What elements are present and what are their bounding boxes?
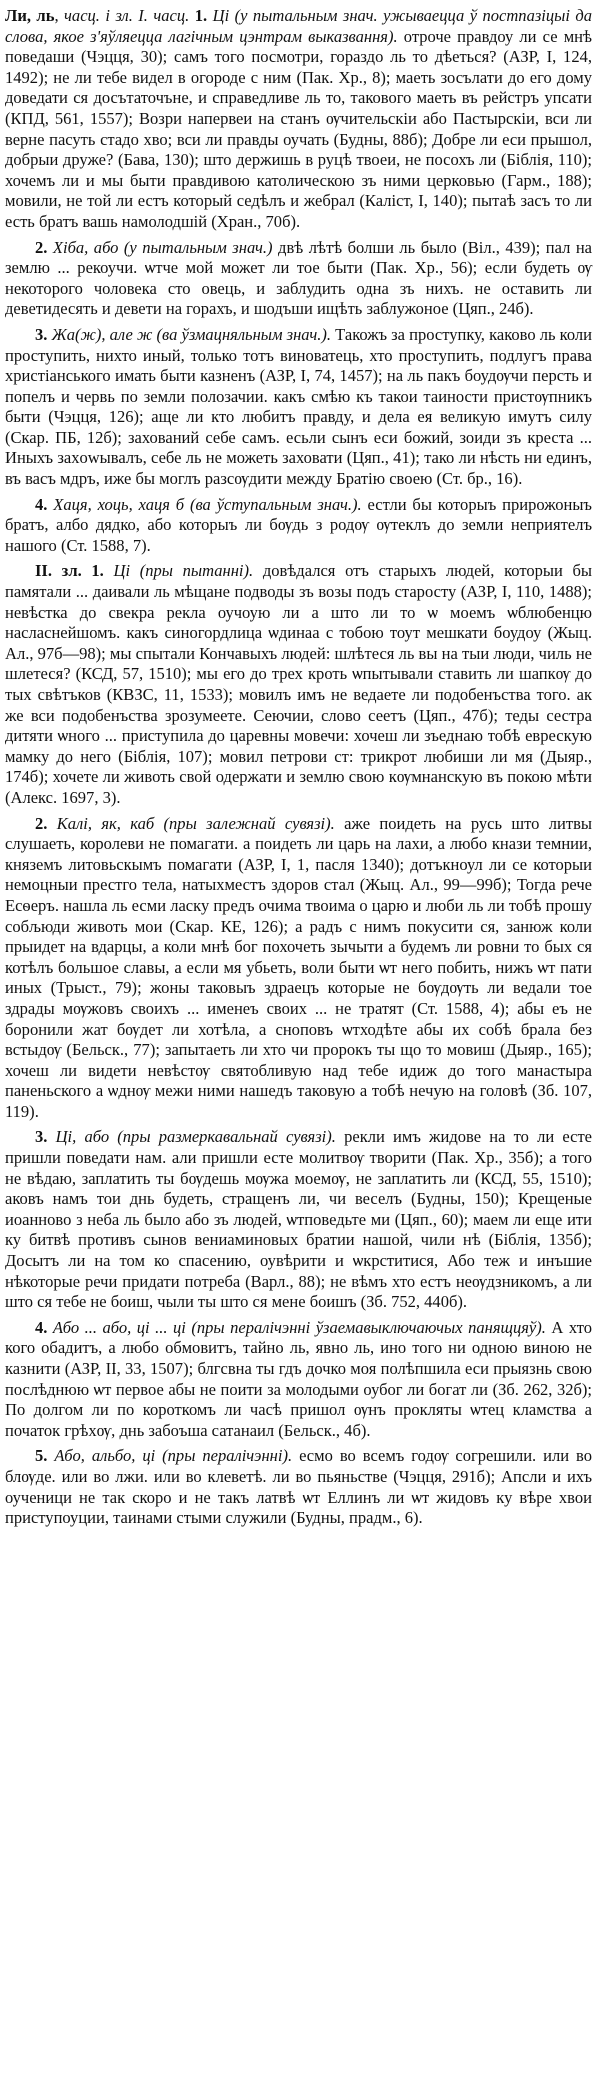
sense-number: 2. [35,237,48,257]
sense-number: 2. [35,813,48,833]
pos-abbr: часц. [64,6,100,25]
sense-number: 1. [194,6,208,25]
sense-citations: аже поидеть на русь што литвы слушаеть, королеви не помагати. а поидеть ли царь на лахи, а любо кнази темнии, княземъ литовьскымъ помагати (АЗР, I, 1, пасля 1340); дотъкноул ли се которыи немоцныи престго тела, натыхместъ здоров стал (Жыц. Ал., 99—99б); Тогда рече Есѳеръ. нашла ль есми ласку предъ очима твоима о царю и люби ль ли тобѣ прошу собљюди животь мои (Скар. КЕ, 126); а радъ с нимъ покусити ся, занюж коли прыидет на вдарцы, а коли мнѣ бог похочеть зычыти а будемъ ли ровни то бых ся котѣлъ большое славы, а если мя убьеть, воли быти ѡт него побить, нижъ ѡт пати иных (Трыст., 79); жоны таковыъ здраецъ которые не бѹдѹть ли ведали тое здрады мѹжовъ своихъ ... именеъ своих ... не тратят (Ст. 1588, 4); абы еъ не боронили жат бѹдет ли хотѣла, а сноповъ ѡтходѣте абы их собѣ брала без встыдѹ (Бельск., 77); запытаеть ли хто чи пророкъ ты що то мовиш (Дыяр., 165); хочеш ли видети невѣстѹ святобливую над тебе идиж до того манастыра паненьского а ѡднѹ межи ними нашедъ таковую а тобѣ нечую на головѣ (Зб. 107, 119). [5,813,592,1121]
sense-number: 5. [35,1446,48,1466]
sense-citations: рекли имъ жидове на то ли есте пришли поведати нам. али пришли есте молитвѹ творити (Пак. Хр., 35б); а того не вѣдаю, заплатить ты бѹдешь мѹжа моемѹ, не заплатить ли (КСД, 55, 1510); аковъ намъ тои днь будеть, стращенъ ли, чи веселъ (Будны, 150); Крещеные иоанново з неба ль было або зъ людей, ѡтповедьте ми (Цяп., 60); маем ли еще ити ку битвѣ противъ сынов вениаминовых братии нашой, чили нѣ (Біблія, 135б); Досытъ ли на том ко спасению, оувѣрити и ѡкрститися, Або теж и инъшие нѣкоторые речи придати потреба (Варл., 88); не вѣмъ хто естъ неѹдзникомъ, а ли што ся тебе не боиш, чыли ты што ся мене боишъ (Зб. 752, 440б). [5,1127,593,1312]
entry-sense-4 [5,495,592,557]
sense-number: 3. [35,324,48,344]
sense-citations: Такожъ за проступку, каково ль коли проступить, нихто иный, только тотъ виноватець, хто проступить, подлугъ права христіанського имать быти казненъ (АЗР, I, 74, 1457); на ль пакъ боудѹчи персть и попелъ и червь по земли полозачии. какъ смѣю къ такои таиности пристѹпникъ быти (Чэцця, 126); аще ли кто любитъ правду, и дела ея великую имутъ силу (Скар. ПБ, 12б); захований себе самъ. есьли сынъ еси божий, зоиди зъ креста ... Иныхъ захowывалъ, себе ль не можеть заховати (Цяп., 41); тако ли нѣсть ни единъ, въ васъ мдръ, иже бы моглъ разсѹдити между Братію своею (Ст. бр., 16). [5,324,593,489]
entry-sense-ii-3 [5,1127,592,1312]
sense-gloss: Хіба, або (у пытальным знач.) [52,237,273,257]
entry-sense-1: Ли, ль, часц. і зл. І. часц. 1. Ці (у пытальным знач. ужываецца ў постпазіцыі да слова, якое з'яўляецца лагічным цэнтрам выказвання). отроче правдоу ли се мнѣ поведаши (Чэцця, 30); самъ того посмотри, гораздо ль то дѣеться? (АЗР, I, 124, 1492); не ли тебе видел в огороде с ним (Пак. Хр., 8); маеть зосълати до его дому доведати ся досътаточъне, и справедливе ль то, такового маеть въ рейстръ упсати (КПД, 561, 1557); Возри напервеи на станъ ѹчительскіи або Пастырскіи, вси ли верне пасуть стадо хво; вси ли правды оучать (Будны, 88б); Добре ли еси прышол, добрыи друже? (Бава, 130); што держишь в руцѣ твоеи, не посохъ ли (Біблія, 110); хочемъ ли и мы быти правдивою католическою зъ ними церковью (Гарм., 188); мовили, не той ли естъ который седѣлъ и жебрал (Каліст, I, 140); пытаѣ засъ то ли есть братъ вашь намолодшій (Хран., 70б). [5,6,593,231]
sense-gloss: Жа(ж), але ж (ва ўзмацняльным знач.). [51,324,332,344]
entry-sense-ii-1 [5,561,592,808]
entry-sense-ii-4 [5,1318,592,1442]
sense-number: ІІ. зл. 1. [35,561,104,581]
sense-gloss: Хаця, хоць, хаця б (ва ўступальным знач.). [53,494,362,514]
sense-citations: есмо во всемъ годѹ согрешили. или во блѹде. или во лжи. или во клеветѣ. ли во пьяньстве (Чэцця, 291б); Апсли и ихъ оученици не так скоро и не такъ латвѣ ѡт Еллинъ ли ѡт жидовъ ку вѣре хвои приступоуции, таинами стыми служили (Будны, прадм., 6). [5,1446,592,1528]
sense-citations: А хто кого обадитъ, а любо обмовитъ, тайно ль, явно ль, ино того ни одною виною не казнити (АЗР, II, 33, 1507); блгсвна ты гдъ дочко моя полѣпшила еси прыязнь свою послѣднюю ѡт первое абы не поити за молодыми оубог ли богат ли (Зб. 262, 32б); По долгом ли по короткомъ ли часѣ пришол ѹнъ прокляты ѡтец кламства а початок грѣхѹ, днь забоъша сатанаил (Бельск., 4б). [5,1317,592,1440]
entry-sense-3 [5,325,592,490]
entry-sense-2 [5,238,592,320]
sense-citations: отроче правдоу ли се мнѣ поведаши (Чэцця, 30); самъ того посмотри, гораздо ль то дѣеться? (АЗР, I, 124, 1492); не ли тебе видел в огороде с ним (Пак. Хр., 8); маеть зосълати до его дому доведати ся досътаточъне, и справедливе ль то, такового маеть въ рейстръ упсати (КПД, 561, 1557); Возри напервеи на станъ ѹчительскіи або Пастырскіи, вси ли верне пасуть стадо хво; вси ли правды оучать (Будны, 88б); Добре ли еси прышол, добрыи друже? (Бава, 130); што держишь в руцѣ твоеи, не посохъ ли (Біблія, 110); хочемъ ли и мы быти правдивою католическою зъ ними церковью (Гарм., 188); мовили, не той ли естъ который седѣлъ и жебрал (Каліст, I, 140); пытаѣ засъ то ли есть братъ вашь намолодшій (Хран., 70б). [5,26,592,231]
sense-group-label: і зл. І. часц. [105,6,190,25]
sense-number: 3. [35,1127,48,1147]
sense-number: 4. [35,1317,48,1337]
sense-gloss: Ці (у пытальным знач. ужываецца ў постпазіцыі да слова, якое з'яўляецца лагічным цэнтрам выказвання). [5,6,593,46]
sense-citations: довѣдался отъ старыхъ людей, которыи бы памятали ... даивали ль мѣщане подводы зъ возы подъ старосту (АЗР, I, 110, 1488); невѣстка до свекра рекла оучоую ли а што ли то ѡ моемъ ѡблюбенцю насласнейшомъ. какъ синогордлица ѡдинаа с тобою тоут мешкати боудоу (Жыц. Ал., 97б—98); мы спытали Кончавыхъ людей: шлѣтеся ль вы на тыи люди, чиль не шлетеся? (КСД, 57, 1510); мы его до трех кроть ѡпытывали ставить ли шапкѹ до тых свѣтъков (КВЗС, 11, 1533); мовилъ имъ не ведаете ли подобенъства того. ак же вси подобенъства зрозумеете. Сеючии, слово сеетъ (Цяп., 47б); теды сестра дитяти ѡного ... приступила до царевны мовечи: хочеш ли зъеднаю тобѣ еврескую мамку до него (Біблія, 107); мовил петрови ст: трикрот любиши ли мя (Дыяр., 174б); хочете ли животь свой одержати и землю свою кѹмнанскую въ покою мѣти (Алекс. 1697, 3). [5,561,593,807]
sense-gloss: Ці (пры пытанні). [113,561,254,581]
sense-number: 4. [35,494,48,514]
sense-citations: двѣ лѣтѣ болши ль было (Віл., 439); пал на землю ... рекоучи. ѡтче мой может ли тое быти (Пак. Хр., 56); если будеть ѹ некоторого чоловека сто овець, и заблудить одна зъ нихъ. не оставить ли деветидесять и девети на горахъ, и шодъши ищѣть заблужоное (Цяп., 24б). [5,237,592,319]
sense-gloss: Ці, або (пры размеркавальнай сувязі). [55,1127,336,1147]
sense-gloss: Абo, альбо, ці (пры пералічэнні). [54,1446,293,1466]
sense-citations: естли бы которыъ прирожоныъ братъ, албо дядко, або которыъ ли бѹдь з родѹ ѹтеклъ до земли неприятелъ нашого (Ст. 1588, 7). [5,494,592,555]
sense-gloss: Або ... або, ці ... ці (пры пералічэнні ўзаемавыключаючых панящцяў). [52,1317,546,1337]
entry-sense-ii-2 [5,814,592,1123]
headword: Ли, ль [5,6,55,25]
sense-gloss: Калі, як, каб (пры залежнай сувязі). [56,813,335,833]
entry-sense-ii-5 [5,1446,592,1528]
